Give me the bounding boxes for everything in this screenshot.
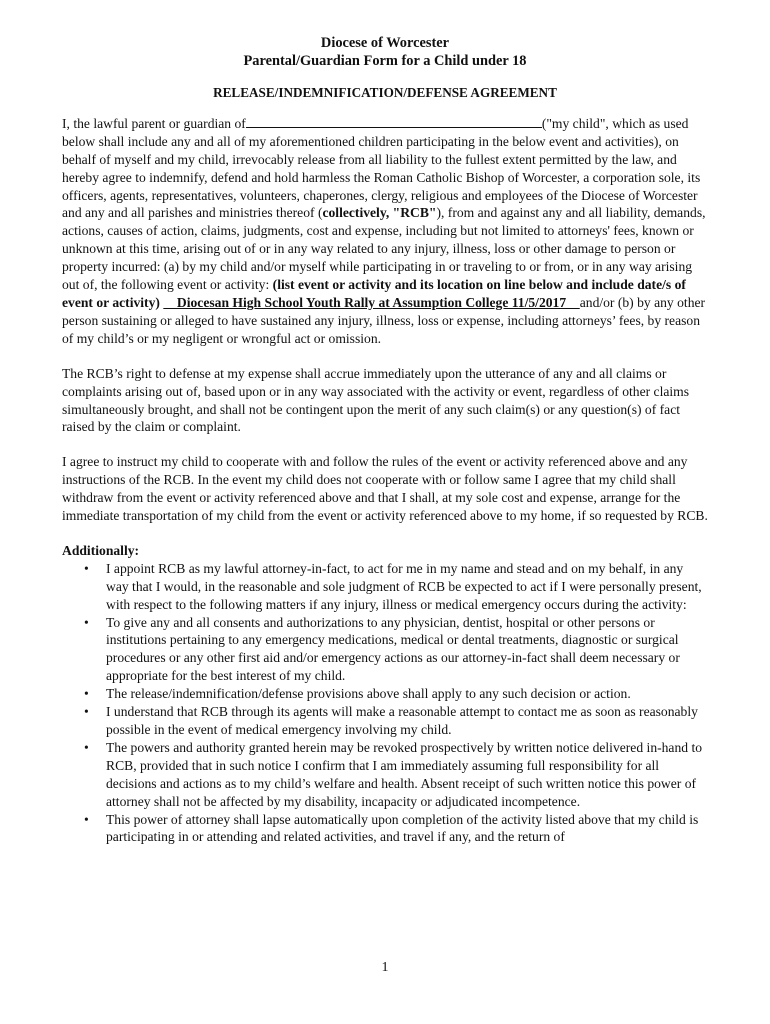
document-title: Diocese of Worcester [320, 35, 450, 51]
bullet-icon: • [84, 704, 89, 720]
list-item: • The release/indemnification/defense provisions above shall apply to any such decision or action. [84, 686, 631, 702]
agreement-heading: RELEASE/INDEMNIFICATION/DEFENSE AGREEMENT [213, 85, 557, 100]
bullet-icon: • [84, 614, 89, 630]
para1-end: and/or (b) by any other person sustaining or alleged to have sustained any injury, illness, loss or expense, including attorneys’ fees, by reason of my child’s or my negligent or wrongful act or omission. [62, 294, 706, 346]
child-name-blank[interactable] [246, 115, 542, 128]
list-item: • The powers and authority granted herein may be revoked prospectively by written notice delivered in-hand to RCB, provided that in such notice I confirm that I am immediately assuming full responsibility for all decisions and actions as to my child’s welfare and health. Absent receipt of such written notice this power of attorney shall not be affected by my disability, incapacity or adjudicated incompetence. [84, 739, 703, 809]
list-item: • I understand that RCB through its agents will make a reasonable attempt to contact me as soon as reasonably possible in the event of medical emergency involving my child. [84, 704, 698, 737]
page-number: 1 [381, 960, 389, 975]
para1-middle: ), from and against any and all liability, demands, actions, causes of action, claims, judgments, cost and expense, including but not limited to attorneys' fees, known or unknown at this time, arising out of or in any way related to any injury, illness, loss or other damage to person or property incurred: (a) by my child and/or myself while participating in or traveling to or from, or in any way arising out of, the following event or activity: [62, 205, 706, 293]
bullet-icon: • [84, 739, 89, 755]
additional-provisions-list [62, 560, 708, 847]
document-subtitle: Parental/Guardian Form for a Child under 18 [243, 53, 527, 69]
list-item: • This power of attorney shall lapse automatically upon completion of the activity listed above that my child is participating in or attending and related activities, and travel if any, and the return of [84, 811, 699, 845]
para1-start: I, the lawful parent or guardian of [62, 115, 246, 131]
rcb-definition: collectively, "RCB" [322, 205, 437, 221]
defense-paragraph: The RCB’s right to defense at my expense shall accrue immediately upon the utterance of any and all claims or complaints arising out of, based upon or in any way associated with the activity or event, regardless of other claims simultaneously brought, and shall not be contingent upon the merit of any such claim(s) or any question(s) of fact raised by the claim or complaint. [62, 365, 690, 435]
event-name: Diocesan High School Youth Rally at Assumption College 11/5/2017 [163, 294, 580, 310]
cooperation-paragraph: I agree to instruct my child to cooperate with and follow the rules of the event or activity referenced above and any instructions of the RCB. In the event my child does not cooperate with or follow same I agree that my child shall withdraw from the event or activity referenced above and that I shall, at my sole cost and expense, arrange for the immediate transportation of my child from the event or activity referenced above to my home, if so requested by RCB. [62, 454, 708, 524]
para1-after-blank: ("my child", which as used below shall include any and all of my aforementioned children participating in the below event and activities), on behalf of myself and my child, irrevocably release from all liability to the fullest extent permitted by the law, and hereby agree to indemnify, defend and hold harmless the Roman Catholic Bishop of Worcester, a corporation sole, its officers, agents, representatives, volunteers, chaperones, clergy, religious and employees of the Diocese of Worcester and any and all parishes and ministries thereof ( [62, 115, 701, 221]
document-page [62, 34, 708, 846]
event-instruction: (list event or activity and its location on line below and include date/s of event or activity) [62, 277, 686, 310]
release-paragraph [62, 115, 708, 348]
bullet-icon: • [84, 811, 89, 827]
additionally-heading: Additionally: [62, 542, 140, 558]
bullet-icon: • [84, 560, 89, 576]
list-item: • To give any and all consents and authorizations to any physician, dentist, hospital or other persons or institutions pertaining to any emergency medications, medical or dental treatments, diagnostic or surgical procedures or any other first aid and/or emergency actions as our attorney-in-fact shall deem necessary or appropriate for the best interest of my child. [84, 614, 680, 684]
list-item: • I appoint RCB as my lawful attorney-in-fact, to act for me in my name and stead and on my behalf, in any way that I would, in the reasonable and sole judgment of RCB be expected to act if I were personally present, with respect to the following matters if any injury, illness or medical emergency occurs during the activity: [84, 560, 702, 612]
bullet-icon: • [84, 686, 89, 702]
